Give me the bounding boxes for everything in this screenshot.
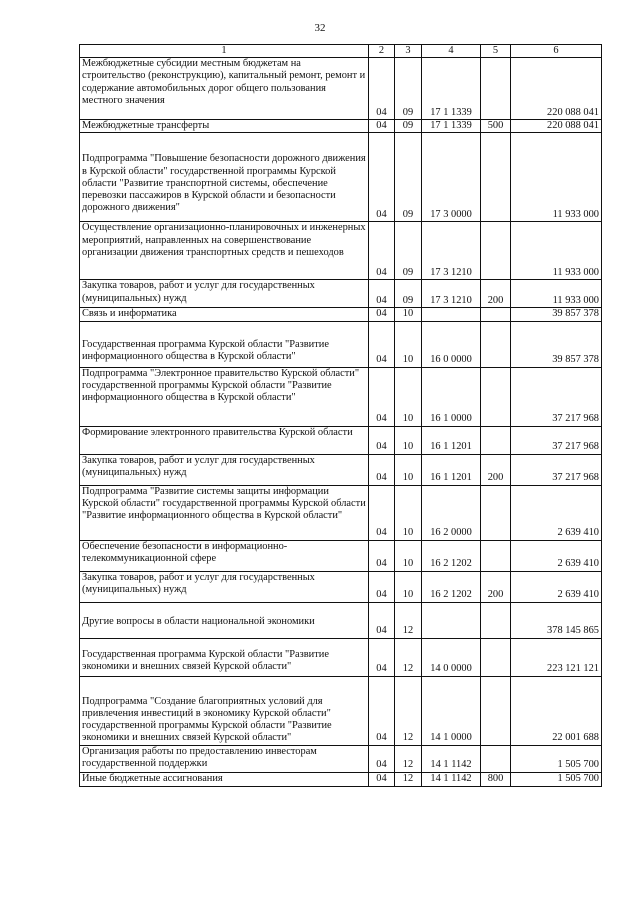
row-subsection-code: 12: [395, 745, 422, 772]
row-section-code: 04: [369, 222, 395, 280]
table-row: [80, 638, 602, 676]
row-amount: 11 933 000: [511, 280, 602, 308]
row-amount: 378 145 865: [511, 602, 602, 638]
row-expense-type: [481, 602, 511, 638]
table-header-row: [80, 45, 602, 58]
column-header: 5: [481, 45, 511, 58]
row-section-code: 04: [369, 745, 395, 772]
table-row: [80, 540, 602, 571]
row-subsection-code: 10: [395, 454, 422, 485]
row-name: Организация работы по предоставлению инвесторам государственной поддержки: [80, 745, 369, 772]
table-row: [80, 133, 602, 222]
row-amount: 37 217 968: [511, 454, 602, 485]
row-amount: 37 217 968: [511, 367, 602, 426]
row-expense-type: [481, 133, 511, 222]
row-section-code: 04: [369, 133, 395, 222]
row-target-article: [422, 602, 481, 638]
table-row: [80, 676, 602, 745]
row-section-code: 04: [369, 540, 395, 571]
row-section-code: 04: [369, 367, 395, 426]
row-name: Подпрограмма "Создание благоприятных условий для привлечения инвестиций в экономику Курской области" государственной программы Курской области "Развитие экономики и внешних связей Курской области": [80, 676, 369, 745]
row-section-code: 04: [369, 638, 395, 676]
row-section-code: 04: [369, 426, 395, 454]
row-subsection-code: 12: [395, 772, 422, 786]
column-header: 3: [395, 45, 422, 58]
row-target-article: 17 3 0000: [422, 133, 481, 222]
row-target-article: 16 1 1201: [422, 426, 481, 454]
row-target-article: 17 1 1339: [422, 120, 481, 133]
row-expense-type: [481, 745, 511, 772]
row-target-article: 14 0 0000: [422, 638, 481, 676]
row-name: Подпрограмма "Электронное правительство Курской области" государственной программы Курской области "Развитие информационного общества в Курской области": [80, 367, 369, 426]
row-subsection-code: 09: [395, 133, 422, 222]
row-expense-type: [481, 308, 511, 321]
row-name: Связь и информатика: [80, 308, 369, 321]
row-expense-type: 200: [481, 280, 511, 308]
row-amount: 1 505 700: [511, 772, 602, 786]
row-amount: 39 857 378: [511, 321, 602, 367]
row-amount: 11 933 000: [511, 133, 602, 222]
row-target-article: 16 1 0000: [422, 367, 481, 426]
row-target-article: 17 3 1210: [422, 280, 481, 308]
row-name: Межбюджетные субсидии местным бюджетам на строительство (реконструкцию), капитальный ремонт, ремонт и содержание автомобильных дорог общего пользования местного значения: [80, 58, 369, 120]
row-subsection-code: 10: [395, 426, 422, 454]
row-subsection-code: 10: [395, 308, 422, 321]
row-name: Закупка товаров, работ и услуг для государственных (муниципальных) нужд: [80, 280, 369, 308]
row-target-article: 17 1 1339: [422, 58, 481, 120]
table-row: [80, 222, 602, 280]
row-expense-type: [481, 58, 511, 120]
row-section-code: 04: [369, 58, 395, 120]
row-name: Государственная программа Курской области "Развитие информационного общества в Курской области": [80, 321, 369, 367]
row-expense-type: [481, 222, 511, 280]
row-amount: 2 639 410: [511, 540, 602, 571]
table-row: [80, 485, 602, 540]
row-target-article: 14 1 1142: [422, 745, 481, 772]
row-amount: 223 121 121: [511, 638, 602, 676]
row-section-code: 04: [369, 571, 395, 602]
row-subsection-code: 12: [395, 602, 422, 638]
row-subsection-code: 12: [395, 638, 422, 676]
row-expense-type: [481, 676, 511, 745]
row-expense-type: [481, 638, 511, 676]
row-target-article: 16 2 1202: [422, 571, 481, 602]
row-name: Формирование электронного правительства Курской области: [80, 426, 369, 454]
row-subsection-code: 09: [395, 222, 422, 280]
row-expense-type: 200: [481, 571, 511, 602]
row-expense-type: [481, 426, 511, 454]
row-name: Иные бюджетные ассигнования: [80, 772, 369, 786]
row-section-code: 04: [369, 485, 395, 540]
row-target-article: [422, 308, 481, 321]
row-name: Обеспечение безопасности в информационно-телекоммуникационной сфере: [80, 540, 369, 571]
row-name: Другие вопросы в области национальной экономики: [80, 602, 369, 638]
row-target-article: 14 1 1142: [422, 772, 481, 786]
table-row: [80, 602, 602, 638]
row-amount: 39 857 378: [511, 308, 602, 321]
table-row: [80, 58, 602, 120]
column-header: 6: [511, 45, 602, 58]
row-name: Подпрограмма "Развитие системы защиты информации Курской области" государственной программы Курской области "Развитие информационного общества в Курской области": [80, 485, 369, 540]
row-target-article: 16 1 1201: [422, 454, 481, 485]
row-subsection-code: 10: [395, 571, 422, 602]
row-subsection-code: 10: [395, 485, 422, 540]
table-row: [80, 308, 602, 321]
row-subsection-code: 10: [395, 367, 422, 426]
row-subsection-code: 09: [395, 120, 422, 133]
row-section-code: 04: [369, 280, 395, 308]
table-row: [80, 280, 602, 308]
row-target-article: 16 2 0000: [422, 485, 481, 540]
row-name: Государственная программа Курской области "Развитие экономики и внешних связей Курской области": [80, 638, 369, 676]
row-section-code: 04: [369, 676, 395, 745]
table-row: [80, 426, 602, 454]
row-section-code: 04: [369, 321, 395, 367]
row-amount: 37 217 968: [511, 426, 602, 454]
table-row: [80, 120, 602, 133]
row-subsection-code: 12: [395, 676, 422, 745]
row-name: Межбюджетные трансферты: [80, 120, 369, 133]
row-subsection-code: 10: [395, 321, 422, 367]
column-header: 1: [80, 45, 369, 58]
table-row: [80, 571, 602, 602]
row-expense-type: [481, 485, 511, 540]
column-header: 4: [422, 45, 481, 58]
row-amount: 22 001 688: [511, 676, 602, 745]
row-target-article: 14 1 0000: [422, 676, 481, 745]
row-name: Закупка товаров, работ и услуг для государственных (муниципальных) нужд: [80, 571, 369, 602]
row-expense-type: 800: [481, 772, 511, 786]
row-target-article: 17 3 1210: [422, 222, 481, 280]
row-expense-type: 200: [481, 454, 511, 485]
row-section-code: 04: [369, 120, 395, 133]
column-header: 2: [369, 45, 395, 58]
row-expense-type: 500: [481, 120, 511, 133]
row-subsection-code: 09: [395, 280, 422, 308]
row-section-code: 04: [369, 308, 395, 321]
row-amount: 11 933 000: [511, 222, 602, 280]
row-amount: 2 639 410: [511, 485, 602, 540]
row-amount: 1 505 700: [511, 745, 602, 772]
row-section-code: 04: [369, 772, 395, 786]
table-row: [80, 367, 602, 426]
row-expense-type: [481, 540, 511, 571]
row-section-code: 04: [369, 602, 395, 638]
row-expense-type: [481, 321, 511, 367]
row-amount: 220 088 041: [511, 58, 602, 120]
page-number: 32: [314, 22, 326, 34]
row-target-article: 16 0 0000: [422, 321, 481, 367]
table-row: [80, 745, 602, 772]
budget-table: [79, 44, 602, 787]
row-expense-type: [481, 367, 511, 426]
row-subsection-code: 10: [395, 540, 422, 571]
row-name: Осуществление организационно-планировочных и инженерных мероприятий, направленных на совершенствование организации движения транспортных средств и пешеходов: [80, 222, 369, 280]
row-target-article: 16 2 1202: [422, 540, 481, 571]
row-name: Подпрограмма "Повышение безопасности дорожного движения в Курской области" государственной программы Курской области "Развитие транспортной системы, обеспечение перевозки пассажиров в Курской области и безопасности дорожного движения": [80, 133, 369, 222]
row-amount: 220 088 041: [511, 120, 602, 133]
table-row: [80, 454, 602, 485]
table-row: [80, 772, 602, 786]
row-section-code: 04: [369, 454, 395, 485]
row-name: Закупка товаров, работ и услуг для государственных (муниципальных) нужд: [80, 454, 369, 485]
row-amount: 2 639 410: [511, 571, 602, 602]
table-row: [80, 321, 602, 367]
row-subsection-code: 09: [395, 58, 422, 120]
